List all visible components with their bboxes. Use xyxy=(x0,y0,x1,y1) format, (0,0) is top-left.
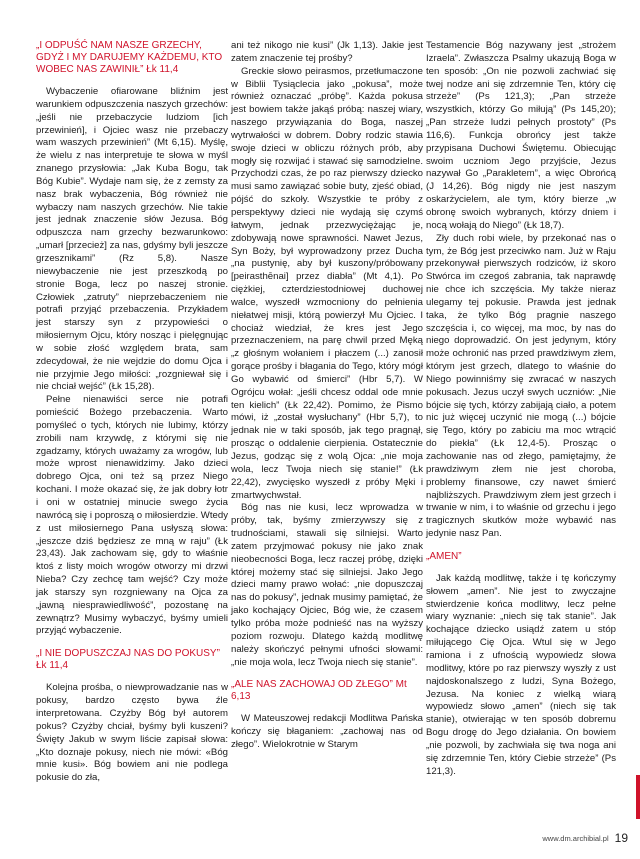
column-2 xyxy=(231,40,423,752)
page-number: 19 xyxy=(614,831,628,845)
column-1 xyxy=(36,40,228,785)
section-heading-temptation: „I NIE DOPUSZCZAJ NAS DO POKUSY” Łk 11,4 xyxy=(36,648,220,672)
section-heading-evil: „ALE NAS ZACHOWAJ OD ZŁEGO” Mt 6,13 xyxy=(231,679,407,703)
edge-color-bar xyxy=(636,775,640,819)
section-heading-amen: „AMEN” xyxy=(426,550,462,562)
paragraph: Zły duch robi wiele, by przekonać nas o tym, że Bóg jest przeciwko nam. Już w Raju przekonywał pierwszych rodziców, iż skoro Stwórca im czegoś zabrania, tak naprawdę nie chce ich szczęścia. My także nieraz ulegamy tej pokusie. Prawda jest jednak taka, że tylko Bóg pragnie naszego szczęścia i, co więcej, ma moc, by nas do niego doprowadzić. On jest jedynym, który może ochronić nas przed prawdziwym złem, którym jest grzech, dlatego to właśnie do Niego powinniśmy się zwracać w naszych pokusach. Jezus uczył swych uczniów: „Nie bójcie się tych, którzy zabijają ciało, a potem nic już więcej uczynić nie mogą (...) bójcie się Tego, który po zabiciu ma moc wtrącić do piekła” (Łk 12,4-5). Prosząc o zachowanie nas od złego, pamiętajmy, że prawdziwym złem nie jest choroba, problemy finansowe, czy nawet śmierć najbliższych. Prawdziwym złem jest grzech i trwanie w nim, i to właśnie od grzechu i jego tragicznych skutków może wybawić nas jedynie nasz Pan. xyxy=(426,232,616,540)
paragraph: Greckie słowo peirasmos, przetłumaczone w Biblii Tysiąclecia jako „pokusa”, może również oznaczać „próbę”. Każda pokusa jest bowiem także jakąś próbą: naszej wiary, naszego przywiązania do Boga, naszej wytrwałości w dobrem. Dobry rodzic stawia swoje dzieci w obliczu różnych prób, aby mogły się rozwijać i stawać się samodzielne. Przychodzi czas, że po raz pierwszy dziecko musi samo zawiązać sobie buty, zjeść obiad, pójść do szkoły. Wszystkie te próby z perspektywy dzieci nie wydają się czymś łatwym, jednak przezwyciężając je, zdobywają nowe sprawności. Nawet Jezus, Syn Boży, był wyprowadzony przez Ducha „na pustynię, aby był kuszony/próbowany [peirasthēnai] przez diabła” (Mt 4,1). Po ciężkiej, czterdziestodniowej duchowej walce, wyszedł wzmocniony do pełnienia niełatwej misji, którą powierzył Mu Ojciec. I chociaż wiedział, że kres jest Jego przeznaczeniem, na parę chwil przed Męką „z głośnym wołaniem i płaczem (...) zanosił gorące prośby i błagania do Tego, który mógł Go wybawić od śmierci” (Hbr 5,7). W Ogrójcu wołał: „jeśli chcesz oddal ode mnie ten kielich” (Łk 22,42). Pomimo, że Pismo mówi, iż „został wysłuchany” (Hbr 5,7), to jednak nie w taki sposób, jak tego pragnął, prosząc o oddalenie cierpienia. Ostatecznie Jezus, godząc się z wolą Ojca: „nie moja wola, lecz Twoja niech się stanie!” (Łk 22,42), zwycięsko wyszedł z próby Męki i zmartwychwstał. xyxy=(231,65,423,501)
section-heading-forgive: „I ODPUŚĆ NAM NASZE GRZECHY, GDYŻ I MY DARUJEMY KAŻDEMU, KTO WOBEC NAS ZAWINIŁ” Łk 11,4 xyxy=(36,40,223,75)
paragraph: Testamencie Bóg nazywany jest „strożem Izraela”. Zwłaszcza Psalmy ukazują Boga w ten sposób: „On nie pozwoli zachwiać się twej nodze ani się zdrzemnie Ten, który cię strzeże” (Ps 121,3); „Pan strzeże wszystkich, którzy Go miłują” (Ps 145,20); „Pan strzeże ludzi pełnych prostoty” (Ps 116,6). Funkcja obrońcy jest także przypisana Duchowi Świętemu. Obiecując swoim uczniom Jego przyjście, Jezus nazywał Go „Parakletem”, a więc Obrońcą (J 14,26). Bóg nigdy nie jest naszym oskarżycielem, ale tym, który bierze „w obronę swoich wybranych, którzy dniem i nocą wołają do Niego” (Łk 18,7). xyxy=(426,40,616,231)
footer-url: www.dm.archibial.pl xyxy=(542,833,609,843)
paragraph: ani też nikogo nie kusi” (Jk 1,13). Jakie jest zatem znaczenie tej prośby? xyxy=(231,40,423,64)
paragraph: Kolejna prośba, o niewprowadzanie nas w pokusy, bardzo często bywa źle interpretowana. Czyżby Bóg był autorem pokus? Czyżby chciał, byśmy byli kuszeni? Święty Jakub w swym liście zapisał słowa: „Kto doznaje pokusy, niech nie mówi: «Bóg mnie kusi». Bóg bowiem ani nie podlega pokusie do zła, xyxy=(36,682,228,784)
paragraph: Jak każdą modlitwę, także i tę kończymy słowem „amen”. Nie jest to zwyczajne stwierdzenie końca modlitwy, lecz pełne wiary wyznanie: „niech się tak stanie”. Jak kochające dziecko usiądź zatem u stóp miłującego Cię Ojca. Wtul się w Jego ramiona i z ufnością wypowiedz słowa modlitwy, które po raz pierwszy wyszły z ust najdoskonalszego z ludzi, Syna Bożego, Jezusa. Na koniec z wielką wiarą wypowiedz słowo „amen” (niech się tak stanie), otwierając w ten sposób dobremu Bogu drogę do Jego działania. On bowiem „nie pozwoli, by zachwiała się twa noga ani się zdrzemnie Ten, który Ciebie strzeże” (Ps 121,3). xyxy=(426,572,616,777)
paragraph: W Mateuszowej redakcji Modlitwa Pańska kończy się błaganiem: „zachowaj nas od złego”. Wielokrotnie w Starym xyxy=(231,713,423,751)
column-3 xyxy=(426,40,616,778)
paragraph: Bóg nas nie kusi, lecz wprowadza w próby, tak, byśmy zmierzywszy się z trudnościami, stawali się silniejsi. Warto zatem przyjmować pokusy nie jako znak nieobecności Boga, lecz raczej próbę, dzięki której możemy stać się silniejsi. Jako Jego dzieci mamy prawo wołać: „nie dopuszczaj nas do pokusy”, jednak musimy pamiętać, że jako kochający Ojciec, Bóg wie, że czasem tylko próba może podnieść nas na wyższy poziom rozwoju. Dlatego każdą modlitwę należy skończyć pełnymi ufności słowami: „nie moja wola, lecz Twoja niech się stanie”. xyxy=(231,502,423,668)
paragraph: Wybaczenie ofiarowane bliźnim jest warunkiem odpuszczenia naszych grzechów: „jeśli nie przebaczycie ludziom [ich przewinień], i Ojciec wasz nie przebaczy wam waszych przewinień” (Mt 6,15). Myślę, że wielu z nas interpretuje te słowa w myśl znanego przysłowia: „Jak Kuba Bogu, tak Bóg Kubie”. Wydaje nam się, że z zemsty za nasz brak wybaczenia, Bóg również nie wybaczy nam naszych grzechów. Nie takie jest jednak znaczenie słów Jezusa. Bóg odpuszcza nam grzechy bezwarunkowo: „umarł [przecież] za nas, gdyśmy byli jeszcze grzesznikami” (Rz 5,8). Nasze niewybaczenie nie jest przeszkodą po stronie Boga, lecz po naszej stronie. Człowiek „zatruty” nieprzebaczeniem nie potrafi przyjąć przebaczenia. Przykładem jest starszy syn z przypowieści o miłosiernym Ojcu, który nosząc i pielęgnując w sobie złość względem brata, sam zdecydował, że nie wejdzie do domu Ojca i nie przyjmie Jego miłości: „rozgniewał się i nie chciał wejść” (Łk 15,28). xyxy=(36,86,228,393)
paragraph: Pełne nienawiści serce nie potrafi pomieścić Bożego przebaczenia. Warto pomyśleć o tych, których nie lubimy, którzy zrobili nam krzywdę, z którymi się nie zgadzamy, których uważamy za wrogów, lub może wprost nienawidzimy. Jako dzieci dobrego Ojca, oni też są przez Niego kochani. I może okazać się, że jak dobry łotr i oni w ostatniej minucie swego życia nawrócą się i poproszą o miłosierdzie. Wtedy z ust miłosiernego Pana usłyszą słowa: „jeszcze dziś będziesz ze mną w raju” (Łk 23,43). Jak zachowam się, gdy to właśnie ktoś z listy moich wrogów otworzy mi drzwi Nieba? Czy zechcę tam wejść? Czy może jak starszy syn rozgniewany na Ojca za „jawną niesprawiedliwość”, pozostanę na zewnątrz? Musimy wybaczyć, byśmy umieli przyjąć wybaczenie. xyxy=(36,394,228,637)
page-footer xyxy=(500,831,628,845)
